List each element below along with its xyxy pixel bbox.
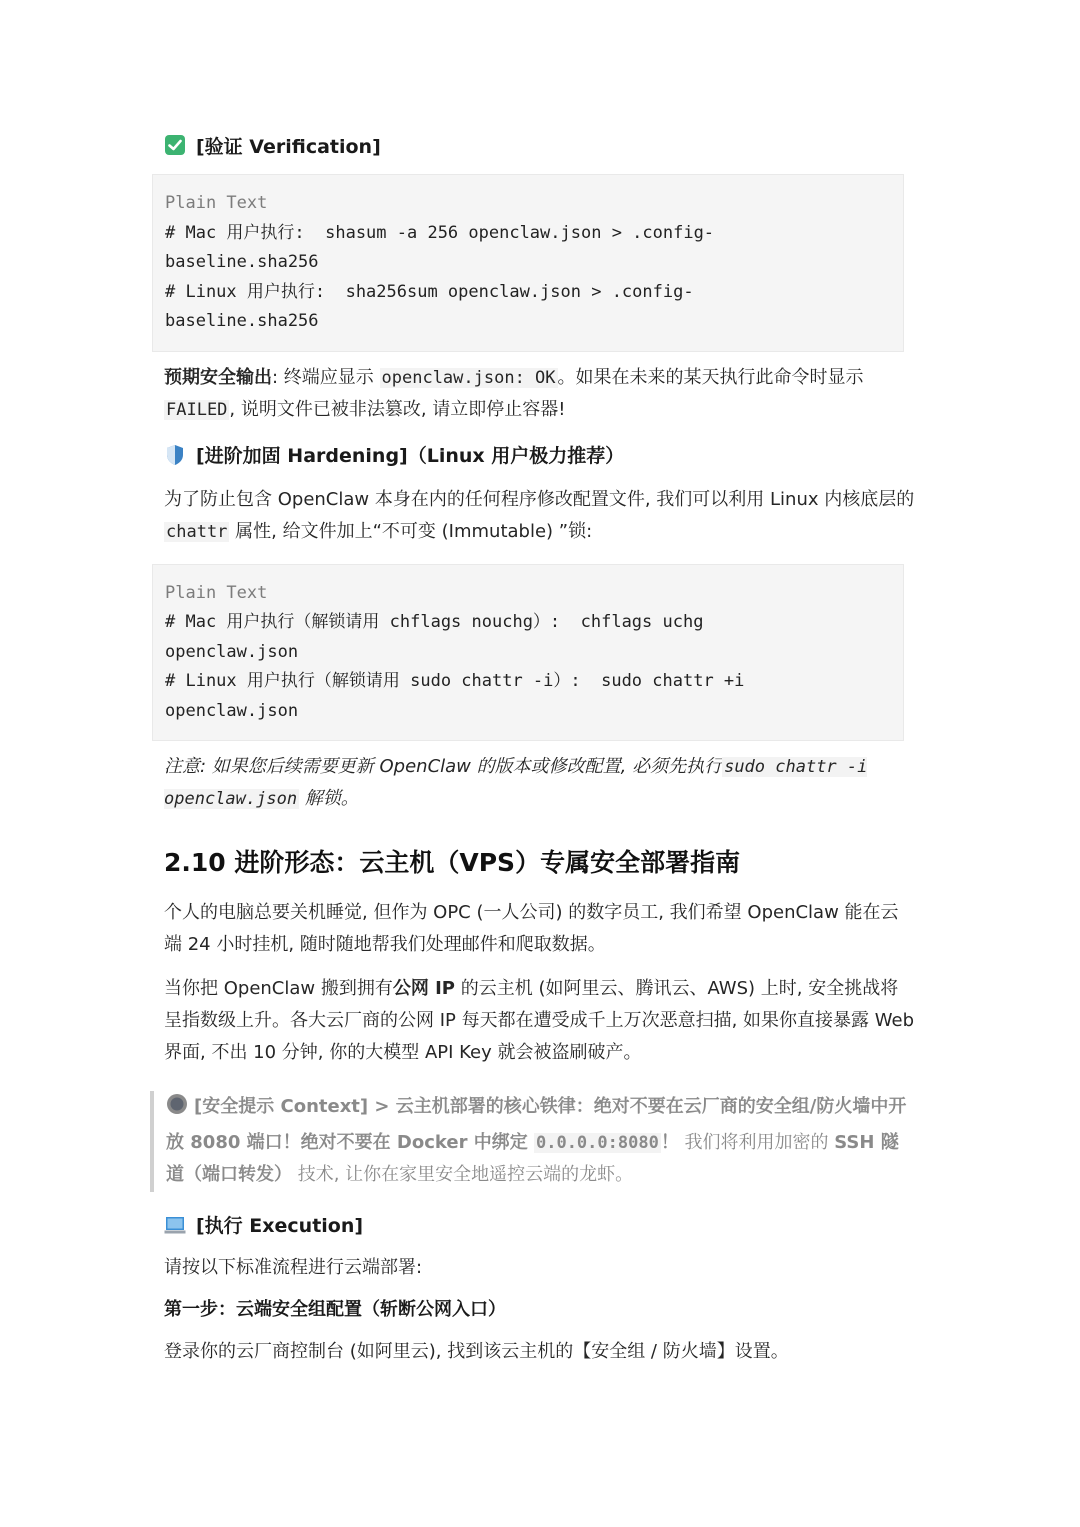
chattr-code: chattr bbox=[166, 521, 228, 542]
expected-output-paragraph bbox=[164, 362, 916, 426]
section-title: 2.10 进阶形态：云主机（VPS）专属安全部署指南 bbox=[164, 848, 741, 877]
code-language-label: Plain Text bbox=[165, 582, 268, 603]
failed-code: FAILED bbox=[166, 399, 228, 420]
code-line: baseline.sha256 bbox=[165, 311, 319, 331]
code-line: # Linux 用户执行（解锁请用 sudo chattr -i）: sudo chattr +i bbox=[165, 671, 745, 691]
verification-code-block[interactable] bbox=[152, 174, 904, 352]
context-code: 0.0.0.0:8080 bbox=[535, 1132, 659, 1153]
section-paragraph-2 bbox=[164, 973, 916, 1069]
context-text: 我们将利用加密的 bbox=[678, 1131, 835, 1153]
circle-icon bbox=[166, 1093, 188, 1127]
verification-heading-text: [验证 Verification] bbox=[196, 135, 381, 158]
hardening-heading-text: [进阶加固 Hardening]（Linux 用户极力推荐） bbox=[196, 445, 625, 467]
hardening-heading bbox=[164, 438, 916, 472]
p2-text-post: 的云主机 (如阿里云、腾讯云、AWS) 上时, 安全挑战将呈指数级上升。各大云厂商的公网 IP 每天都在遭受成千上万次恶意扫描, 如果你直接暴露 Web 界面, 不出 10 分钟, 你的大模型 API Key 就会被盗刷破产。 bbox=[164, 978, 915, 1063]
public-ip-bold: 公网 IP bbox=[392, 978, 455, 999]
execution-intro: 请按以下标准流程进行云端部署: bbox=[164, 1256, 423, 1278]
expected-output-text: : 终端应显示 bbox=[272, 366, 380, 388]
shield-icon bbox=[164, 444, 186, 466]
code-line: # Linux 用户执行: sha256sum openclaw.json > .config- bbox=[165, 281, 694, 302]
hardening-code-block[interactable] bbox=[152, 564, 904, 742]
code-line: baseline.sha256 bbox=[165, 252, 319, 272]
code-line: openclaw.json bbox=[165, 700, 299, 721]
note-code: sudo chattr -i openclaw.json bbox=[164, 757, 868, 809]
hardening-intro bbox=[164, 484, 916, 548]
verification-heading bbox=[164, 128, 916, 162]
code-line: openclaw.json bbox=[165, 641, 299, 662]
step1-title: 第一步：云端安全组配置（斩断公网入口） bbox=[164, 1298, 506, 1320]
expected-output-text-mid: 。如果在未来的某天执行此命令时显示 bbox=[557, 366, 864, 388]
context-text-end: 技术, 让你在家里安全地遥控云端的龙虾。 bbox=[292, 1164, 634, 1185]
hardening-intro-text: 为了防止包含 OpenClaw 本身在内的任何程序修改配置文件, 我们可以利用 Linux 内核底层的 bbox=[164, 488, 915, 510]
expected-output-label: 预期安全输出 bbox=[164, 366, 272, 388]
section-paragraph-1: 个人的电脑总要关机睡觉, 但作为 OPC (一人公司) 的数字员工, 我们希望 OpenClaw 能在云端 24 小时挂机, 随时随地帮我们处理邮件和爬取数据。 bbox=[164, 902, 899, 955]
context-exclaim: ！ bbox=[660, 1131, 679, 1153]
context-quote bbox=[150, 1091, 916, 1192]
code-language-label: Plain Text bbox=[165, 193, 268, 213]
execution-heading bbox=[164, 1208, 916, 1242]
laptop-icon bbox=[164, 1214, 186, 1236]
note-text: 注意: 如果您后续需要更新 OpenClaw 的版本或修改配置, 必须先执行 bbox=[164, 756, 723, 777]
step1-text: 登录你的云厂商控制台 (如阿里云), 找到该云主机的【安全组 / 防火墙】设置。 bbox=[164, 1340, 789, 1362]
expected-output-text-post: , 说明文件已被非法篡改, 请立即停止容器! bbox=[229, 398, 566, 420]
context-label: [安全提示 Context] > 云主机部署的核心铁律：绝对不要在云厂商的安全组/防火墙中开放 8080 端口！绝对不要在 Docker 中绑定 bbox=[166, 1096, 907, 1153]
check-box-icon bbox=[164, 134, 186, 156]
execution-heading-text: [执行 Execution] bbox=[196, 1215, 364, 1237]
expected-output-code: openclaw.json: OK bbox=[381, 367, 556, 388]
note-text-post: 解锁。 bbox=[299, 788, 359, 809]
code-line: # Mac 用户执行（解锁请用 chflags nouchg）: chflags uchg bbox=[165, 612, 704, 632]
p2-text: 当你把 OpenClaw 搬到拥有 bbox=[164, 978, 393, 999]
ssh-tunnel-bold: SSH 隧道（端口转发） bbox=[166, 1131, 899, 1185]
hardening-intro-text-post: 属性, 给文件加上“不可变 (Immutable) ”锁: bbox=[229, 520, 593, 542]
code-line: # Mac 用户执行: shasum -a 256 openclaw.json > .config- bbox=[165, 222, 715, 243]
document-page bbox=[164, 118, 916, 1368]
hardening-note bbox=[164, 751, 916, 815]
